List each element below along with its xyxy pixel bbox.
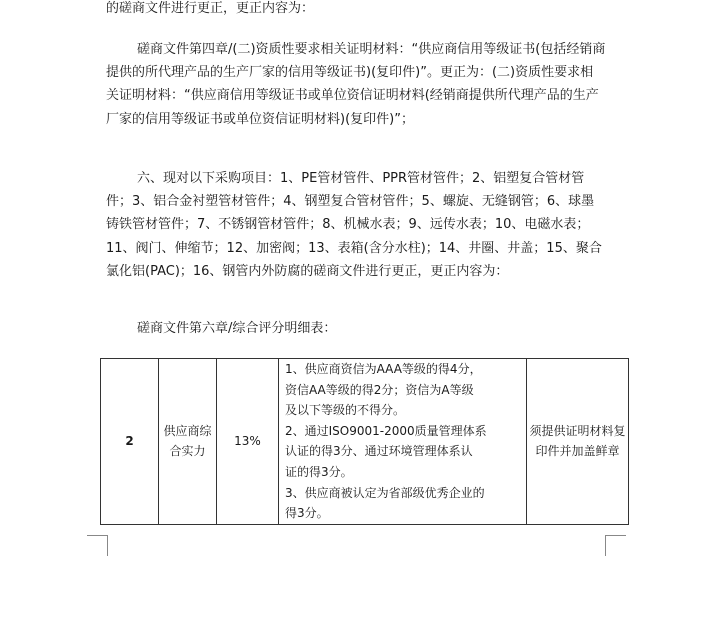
scoring-table	[100, 358, 629, 525]
weight-cell: 13%	[217, 359, 279, 525]
correction-paragraph-items: 六、现对以下采购项目：1、PE管材管件、PPR管材管件；2、铝塑复合管材管件；3、铝合金衬塑管材管件；4、钢塑复合管材管件；5、螺旋、无缝钢管；6、球墨铸铁管材管件；7、不锈钢管材管件；8、机械水表；9、远传水表；10、电磁水表；11、阀门、伸缩节；12、加密阀；13、表箱(含分水柱)；14、井圈、井盖；15、聚合氯化铝(PAC)；16、钢管内外防腐的磋商文件进行更正，更正内容为：	[106, 171, 602, 279]
criteria-line: 及以下等级的不得分。	[285, 403, 406, 418]
criteria-line: 得3分。	[285, 506, 329, 521]
page-corner-mark-left	[87, 535, 108, 556]
row-number-cell: 2	[101, 359, 159, 525]
criteria-line: 2、通过ISO9001-2000质量管理体系	[285, 423, 487, 438]
criteria-line: 资信AA等级的得2分；资信为A等级	[285, 382, 474, 397]
criteria-line: 认证的得3分、通过环境管理体系认	[285, 444, 473, 459]
item-name-cell: 供应商综合实力	[159, 359, 217, 525]
table-row	[101, 359, 629, 525]
criteria-line: 证的得3分。	[285, 464, 353, 479]
correction-paragraph-chapter4: 磋商文件第四章/(二)资质性要求相关证明材料：“供应商信用等级证书(包括经销商提供的所代理产品的生产厂家的信用等级证书)(复印件)”。更正为：(二)资质性要求相关证明材料：“供应商信用等级证书或单位资信证明材料(经销商提供所代理产品的生产厂家的信用等级证书或单位资信证明材料)(复印件)”；	[106, 42, 606, 127]
correction-paragraph-chapter6: 磋商文件第六章/综合评分明细表：	[137, 321, 337, 336]
intro-paragraph: 的磋商文件进行更正，更正内容为：	[106, 1, 315, 16]
page-corner-mark-right	[605, 535, 626, 556]
criteria-line: 1、供应商资信为AAA等级的得4分，	[285, 362, 482, 376]
requirement-cell: 须提供证明材料复印件并加盖鲜章	[527, 359, 629, 525]
criteria-line: 3、供应商被认定为省部级优秀企业的	[285, 485, 485, 500]
criteria-cell	[279, 359, 527, 525]
